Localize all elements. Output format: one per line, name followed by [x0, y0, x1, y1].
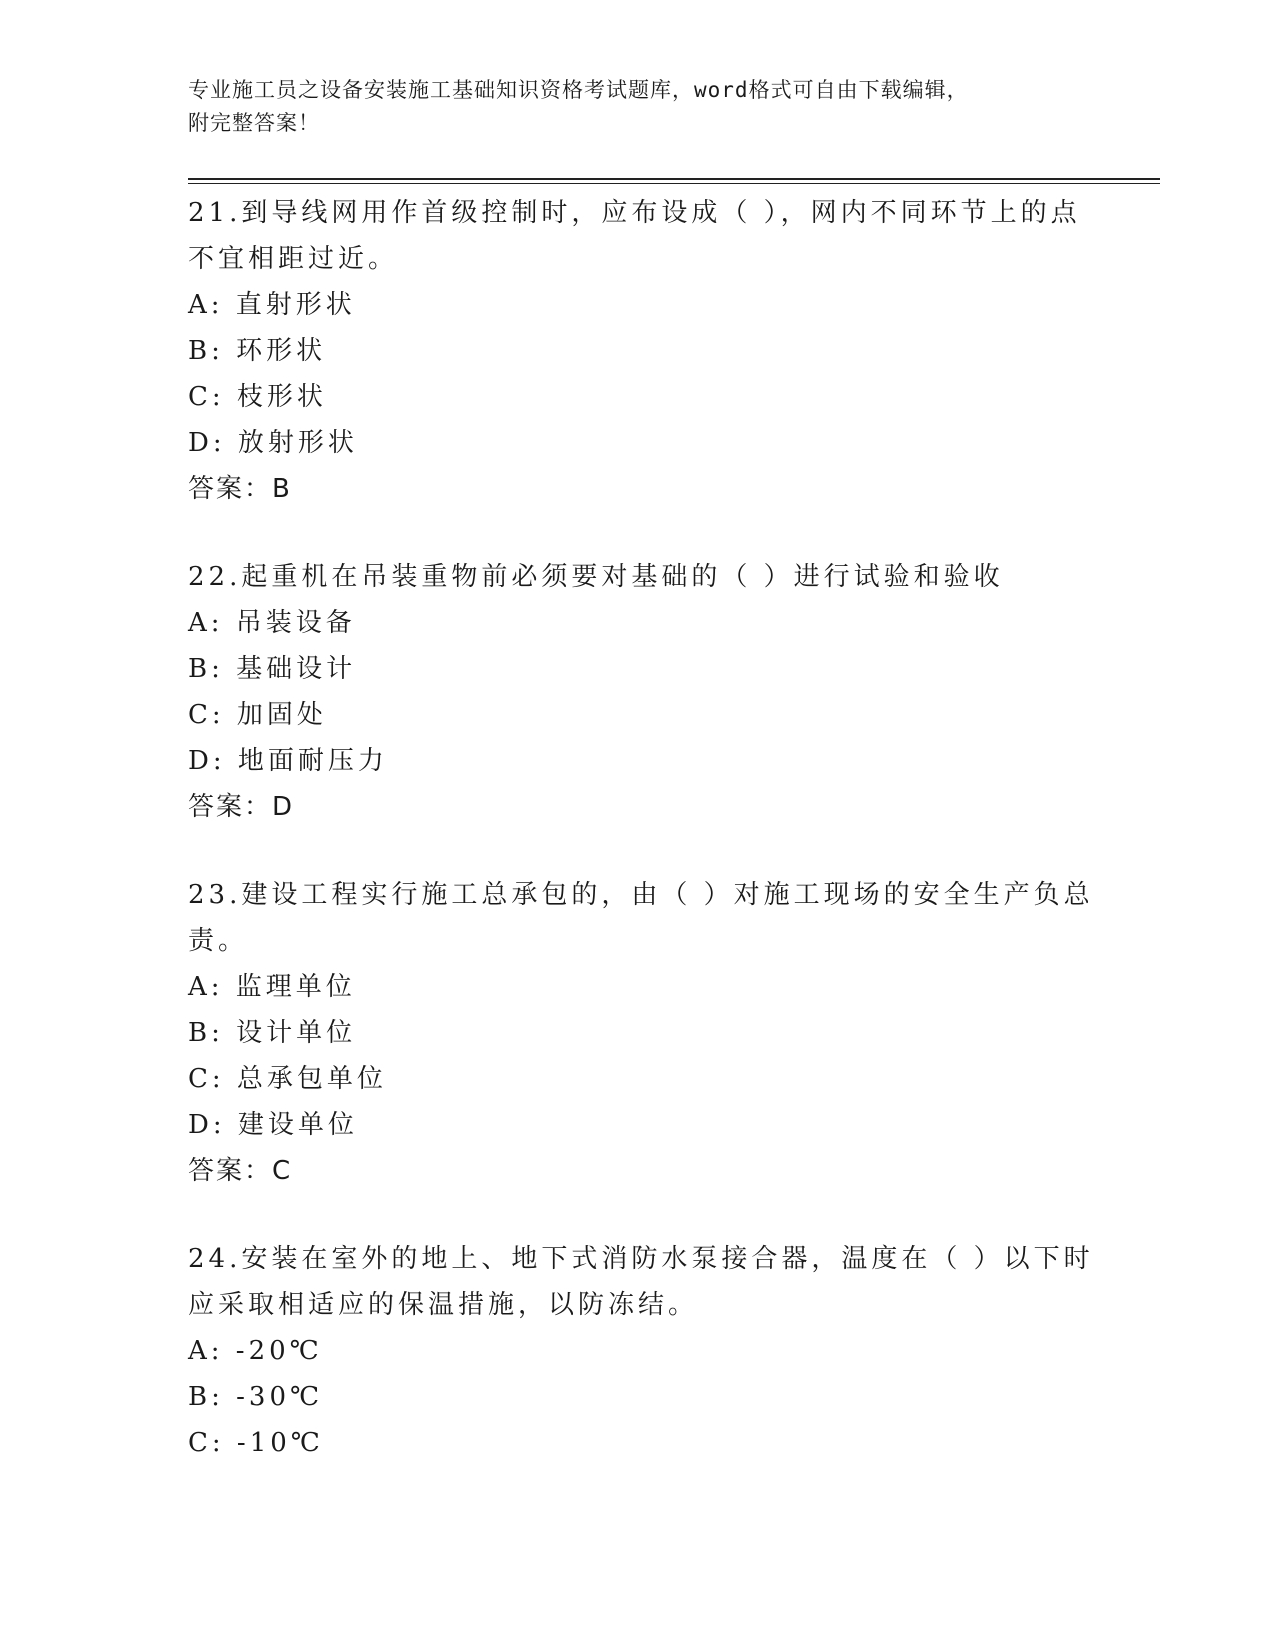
option-d: D: 地面耐压力 [188, 746, 388, 776]
question-text-line: 责。 [188, 926, 249, 956]
question-text-line: 24.安装在室外的地上、地下式消防水泵接合器，温度在（ ）以下时 [188, 1244, 1094, 1274]
answer-label: 答案：B [188, 474, 292, 504]
document-header [188, 74, 1068, 140]
answer-label: 答案：D [188, 792, 295, 822]
option-c: C: 枝形状 [188, 382, 327, 412]
option-a: A: 监理单位 [188, 972, 356, 1002]
question-text-line: 21.到导线网用作首级控制时，应布设成（ ），网内不同环节上的点 [188, 198, 1081, 228]
question-text-line: 应采取相适应的保温措施，以防冻结。 [188, 1290, 699, 1320]
header-divider-thin [188, 183, 1160, 184]
header-line-1: 专业施工员之设备安装施工基础知识资格考试题库，word格式可自由下载编辑， [188, 78, 969, 102]
option-b: B: 设计单位 [188, 1018, 357, 1048]
option-b: B: 基础设计 [188, 654, 357, 684]
option-c: C: 加固处 [188, 700, 327, 730]
question-24 [188, 1236, 1094, 1466]
answer-label: 答案：C [188, 1156, 293, 1186]
option-a: A: 吊装设备 [188, 608, 356, 638]
option-b: B: -30℃ [188, 1382, 324, 1412]
option-b: B: 环形状 [188, 336, 327, 366]
question-23 [188, 872, 1094, 1194]
question-text-line: 不宜相距过近。 [188, 244, 399, 274]
question-list [188, 190, 1094, 1508]
option-d: D: 建设单位 [188, 1110, 358, 1140]
option-a: A: -20℃ [188, 1336, 323, 1366]
option-c: C: -10℃ [188, 1428, 324, 1458]
option-d: D: 放射形状 [188, 428, 358, 458]
option-c: C: 总承包单位 [188, 1064, 387, 1094]
question-text-line: 22.起重机在吊装重物前必须要对基础的（ ）进行试验和验收 [188, 562, 1004, 592]
option-a: A: 直射形状 [188, 290, 356, 320]
question-22 [188, 554, 1088, 830]
question-21 [188, 190, 1088, 512]
header-divider-thick [188, 178, 1160, 180]
question-text-line: 23.建设工程实行施工总承包的，由（ ）对施工现场的安全生产负总 [188, 880, 1094, 910]
header-line-2: 附完整答案！ [188, 111, 320, 135]
